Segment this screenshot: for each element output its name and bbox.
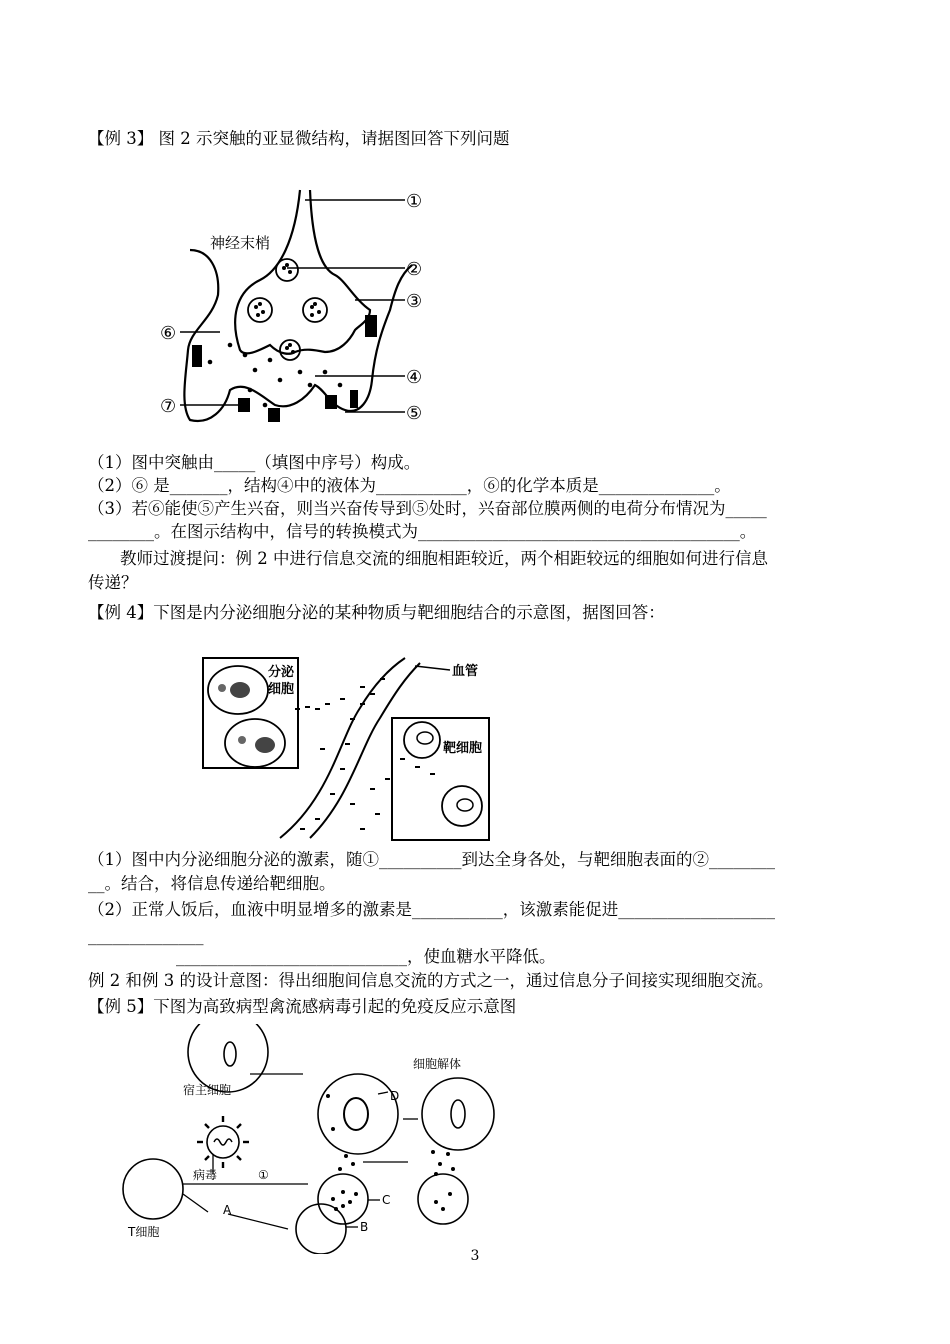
label-b: B bbox=[360, 1220, 369, 1234]
lysis-label: 细胞解体 bbox=[413, 1057, 462, 1071]
ex4-q1b: __。结合，将信息传递给靶细胞。 bbox=[88, 874, 336, 893]
t-cell-label: T细胞 bbox=[128, 1225, 160, 1239]
secretory-label-1: 分泌 bbox=[268, 665, 295, 680]
step-1-label: ① bbox=[258, 1168, 269, 1182]
vessel-label: 血管 bbox=[452, 664, 479, 679]
label-d: D bbox=[390, 1089, 400, 1103]
transition-line1: 教师过渡提问：例 2 中进行信息交流的细胞相距较近，两个相距较远的细胞如何进行信息 bbox=[120, 549, 768, 568]
host-cell-label: 宿主细胞 bbox=[183, 1083, 232, 1097]
marker-2: ② bbox=[406, 259, 423, 280]
label-a: A bbox=[223, 1203, 232, 1217]
nerve-ending-label: 神经末梢 bbox=[210, 234, 271, 252]
ex3-q1: （1）图中突触由_____（填图中序号）构成。 bbox=[88, 453, 421, 472]
transition-line2: 传递？ bbox=[88, 573, 138, 592]
ex5-title: 【例 5】下图为高致病型禽流感病毒引起的免疫反应示意图 bbox=[88, 997, 517, 1016]
ex3-q2: （2）⑥ 是_______，结构④中的液体为___________，⑥的化学本质是______________。 bbox=[88, 476, 731, 495]
ex4-title: 【例 4】下图是内分泌细胞分泌的某种物质与靶细胞结合的示意图，据图回答： bbox=[88, 603, 665, 622]
ex3-q3a: （3）若⑥能使⑤产生兴奋，则当兴奋传导到⑤处时，兴奋部位膜两侧的电荷分布情况为_____ bbox=[88, 499, 767, 518]
label-c: C bbox=[382, 1193, 391, 1207]
ex4-q1a: （1）图中内分泌细胞分泌的激素，随①__________到达全身各处，与靶细胞表面的②________ bbox=[88, 850, 775, 869]
design-intent: 例 2 和例 3 的设计意图：得出细胞间信息交流的方式之一，通过信息分子间接实现细胞交流。 bbox=[88, 971, 774, 990]
secretory-label-2: 细胞 bbox=[268, 682, 295, 697]
ex3-title: 【例 3】 图 2 示突触的亚显微结构，请据图回答下列问题 bbox=[88, 129, 510, 148]
endocrine-figure bbox=[200, 648, 495, 848]
synapse-figure bbox=[150, 180, 440, 430]
marker-6: ⑥ bbox=[160, 323, 177, 344]
ex3-q3b: ________。在图示结构中，信号的转换模式为_______________________________________。 bbox=[88, 522, 757, 541]
ex4-q2b: ______________ bbox=[88, 926, 204, 945]
marker-7: ⑦ bbox=[160, 396, 177, 417]
target-label: 靶细胞 bbox=[443, 741, 483, 756]
virus-label: 病毒 bbox=[193, 1168, 218, 1182]
page-number: 3 bbox=[470, 1248, 480, 1264]
ex4-q2a: （2）正常人饭后，血液中明显增多的激素是___________，该激素能促进___________________ bbox=[88, 900, 775, 919]
marker-1: ① bbox=[406, 191, 423, 212]
marker-3: ③ bbox=[406, 291, 423, 312]
ex4-q2c: ____________________________，使血糖水平降低。 bbox=[176, 947, 556, 966]
marker-4: ④ bbox=[406, 367, 423, 388]
marker-5: ⑤ bbox=[406, 403, 423, 424]
immune-figure bbox=[118, 1024, 498, 1254]
